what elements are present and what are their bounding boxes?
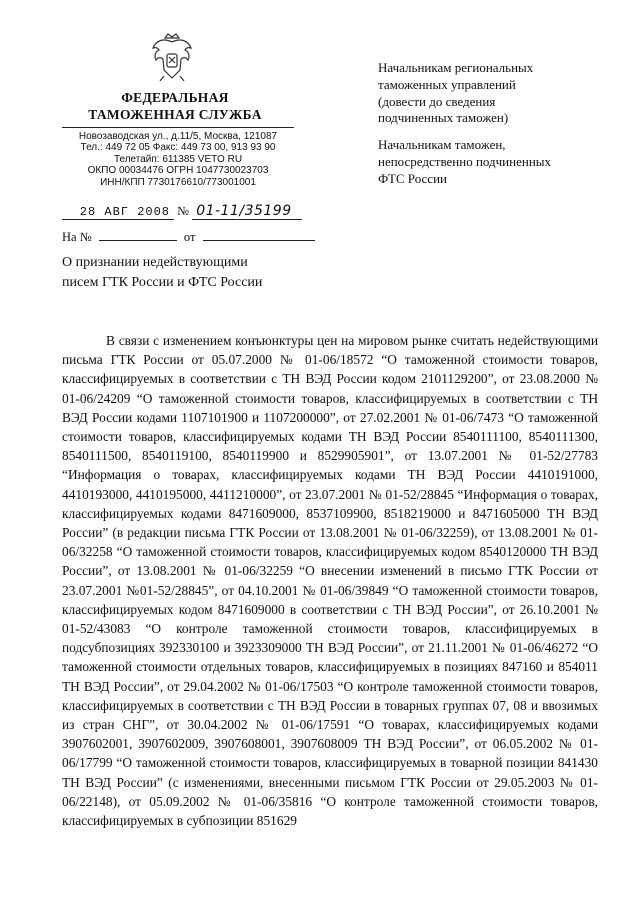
reference-date-blank: [203, 228, 315, 241]
organization-details: [62, 131, 294, 188]
subject-line-2: писем ГТК России и ФТС России: [62, 275, 263, 290]
phone-fax: Тел.: 449 72 05 Факс: 449 73 00, 913 93 90: [80, 142, 276, 154]
organization-name: [75, 89, 275, 123]
letter-subject: [62, 253, 302, 293]
addressee-line: (довести до сведения: [378, 93, 496, 109]
org-line-1: ФЕДЕРАЛЬНАЯ: [121, 90, 229, 105]
teletype: Телетайп: 611385 VETO RU: [113, 153, 243, 165]
registration-number: 01-11/35199: [196, 203, 292, 219]
org-line-2: ТАМОЖЕННАЯ СЛУЖБА: [88, 107, 262, 122]
registration-date: 28 АВГ 2008: [79, 205, 170, 219]
reference-line: [62, 228, 315, 245]
number-sign: №: [177, 204, 190, 218]
subject-line-1: О признании недействующими: [62, 255, 248, 270]
reference-from-label: от: [183, 230, 196, 244]
addressee-line: подчиненных таможен): [378, 110, 509, 126]
okpo-ogrn: ОКПО 00034476 ОГРН 1047730023703: [87, 165, 269, 177]
addressee-line: Начальникам таможен,: [378, 137, 506, 152]
reference-number-blank: [99, 228, 177, 241]
addressee-customs: [378, 137, 613, 187]
registration-number-field: [192, 203, 302, 220]
letter-body: В связи с изменением конъюнктуры цен на мировом рынке считать недействующими письма ГТК России от 05.07.2000 № 01-06/18572 “О таможенной стоимости товаров, классифицируемых в соответствии с ТН ВЭД России кодом 2101129200”, от 23.08.2000 № 01-06/24209 “О таможенной стоимости товаров, классифицируемых в соответствии с ТН ВЭД России кодами 1107101900 и 1107200000”, от 27.02.2001 № 01-06/7473 “О таможенной стоимости товаров, классифицируемых кодами ТН ВЭД России 8540111100, 8540111300, 8540111500, 8540119100, 8540119900 и 8529905901”, от 13.07.2001 № 01-52/27783 “Информация о товарах, классифицируемых кодами ТН ВЭД России 4410191000, 4410193000, 4410195000, 4411210000”, от 23.07.2001 № 01-52/28845 “Информация о товарах, классифицируемых кодами 8471609000, 8537109900, 8518219000 и 8471605000 ТН ВЭД России” (в редакции письма ГТК России от 13.08.2001 № 01-06/32259), от 13.08.2001 № 01-06/32258 “О таможенной стоимости товаров, классифицируемых кодом 8540120000 ТН ВЭД России”, от 13.08.2001 № 01-06/32259 “О внесении изменений в письмо ГТК России от 23.07.2001 №01-52/28845”, от 04.10.2001 № 01-06/39849 “О таможенной стоимости товаров, классифицируемых кодом 8471609000 в соответствии с ТН ВЭД России”, от 26.10.2001 № 01-52/43083 “О контроле таможенной стоимости товаров, классифицируемых в подсубпозициях 392330100 и 3923309000 ТН ВЭД России”, от 21.11.2001 № 01-06/46272 “О таможенной стоимости отдельных товаров, классифицируемых в позициях 847160 и 854011 ТН ВЭД России”, от 29.04.2002 № 01-06/17503 “О контроле таможенной стоимости товаров, классифицируемых в соответствии с ТН ВЭД России в товарных группах 07, 08 и ввозимых из стран СНГ”, от 30.04.2002 № 01-06/17591 “О товарах, классифицируемых кодами 3907602001, 3907602009, 3907608001, 3907608009 ТН ВЭД России”, от 06.05.2002 № 01-06/17799 “О таможенной стоимости товаров, классифицируемых в товарной позиции 841430 ТН ВЭД России” (с изменениями, внесенными письмом ГТК России от 29.05.2003 № 01-06/22148), от 05.09.2002 № 01-06/35816 “О контроле таможенной стоимости товаров, классифицируемых в субпозиции 851629: [62, 333, 598, 829]
addressee-line: ФТС России: [378, 170, 447, 186]
addressee-line: непосредственно подчиненных: [378, 153, 552, 169]
addressee-regional: [378, 60, 613, 127]
address: Новозаводская ул., д.11/5, Москва, 121087: [78, 131, 278, 142]
state-emblem-icon: [150, 32, 194, 84]
addressee-line: Начальникам региональных: [378, 60, 534, 75]
reference-label: На №: [62, 230, 92, 244]
registration-line: [62, 203, 302, 220]
inn-kpp: ИНН/КПП 7730176610/773001001: [100, 176, 256, 188]
addressee-line: таможенных управлений: [378, 76, 516, 92]
header-divider: [62, 127, 294, 128]
registration-date-field: [62, 204, 174, 220]
